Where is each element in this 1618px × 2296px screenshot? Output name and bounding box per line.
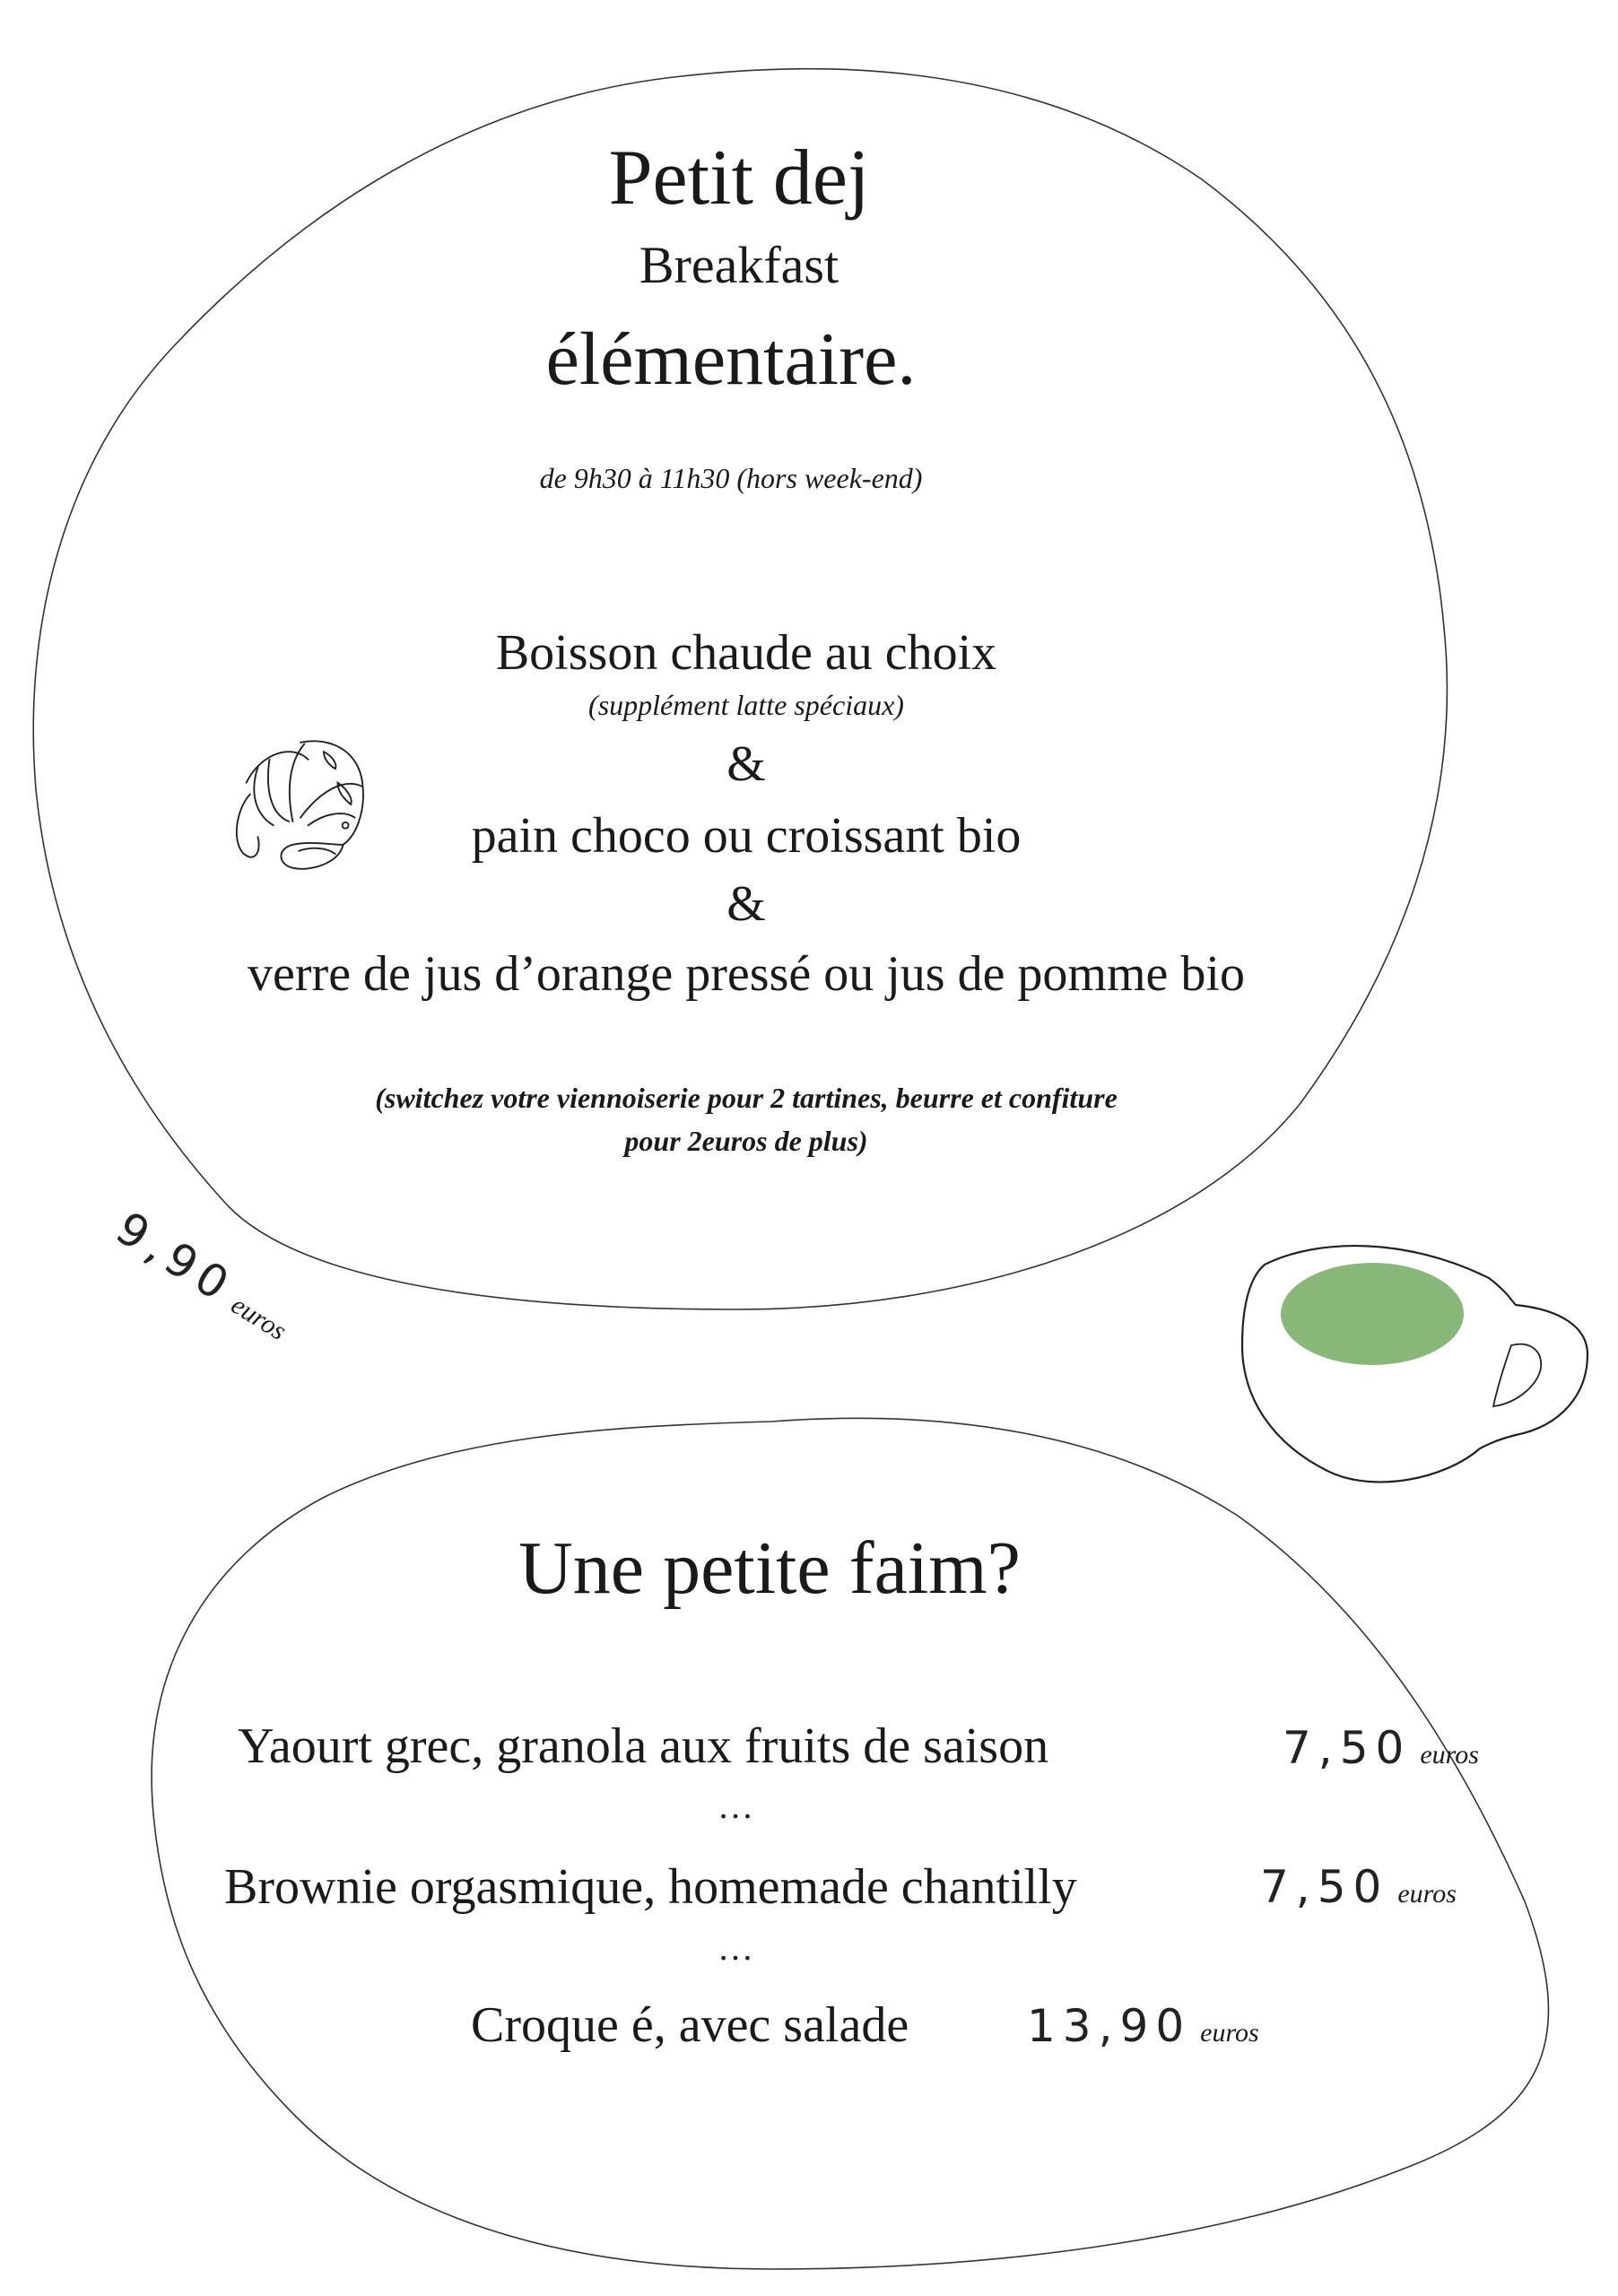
breakfast-item-hot-drink: Boisson chaude au choix (495, 625, 997, 681)
breakfast-item-pastry: pain choco ou croissant bio (471, 808, 1022, 864)
breakfast-title: Petit dej (608, 135, 870, 222)
snack-item-croque: Croque é, avec salade (471, 1997, 909, 2053)
snack-price-croque-currency: euros (1200, 2018, 1259, 2048)
breakfast-price-amount: 9,90 (107, 1202, 244, 1315)
breakfast-subtitle: Breakfast (639, 236, 839, 294)
snack-price-croque-amount: 13,90 (1027, 2000, 1192, 2052)
snack-price-brownie-amount: 7,50 (1260, 1861, 1389, 1913)
breakfast-item-hot-drink-note: (supplément latte spéciaux) (588, 689, 904, 721)
breakfast-item-juice: verre de jus d’orange pressé ou jus de pomme bio (248, 946, 1245, 1002)
croissant-icon (215, 718, 386, 879)
snack-separator-2: … (718, 1927, 753, 1968)
snack-separator-1: … (718, 1786, 753, 1826)
snack-item-brownie: Brownie orgasmique, homemade chantilly (224, 1859, 1077, 1915)
snack-price-brownie-currency: euros (1397, 1879, 1457, 1909)
breakfast-tagline: élémentaire. (545, 317, 917, 401)
breakfast-switch-note-line1: (switchez votre viennoiserie pour 2 tartines, beurre et confiture (375, 1082, 1118, 1114)
snack-price-yogurt-currency: euros (1420, 1740, 1479, 1770)
snack-price-yogurt (1283, 1722, 1479, 1774)
snacks-title: Une petite faim? (518, 1526, 1021, 1610)
snack-price-croque (1027, 2000, 1259, 2052)
breakfast-hours: de 9h30 à 11h30 (hors week-end) (539, 462, 923, 494)
breakfast-price-currency: euros (225, 1290, 292, 1346)
ampersand-1: & (726, 736, 766, 792)
breakfast-switch-note-line2: pour 2euros de plus) (624, 1125, 868, 1157)
snack-item-yogurt: Yaourt grec, granola aux fruits de saison (238, 1718, 1049, 1774)
snack-price-brownie (1260, 1861, 1457, 1913)
snack-price-yogurt-amount: 7,50 (1283, 1722, 1412, 1774)
cup-fill (1281, 1263, 1464, 1365)
coffee-cup-icon (1238, 1229, 1614, 1498)
ampersand-2: & (726, 876, 766, 932)
